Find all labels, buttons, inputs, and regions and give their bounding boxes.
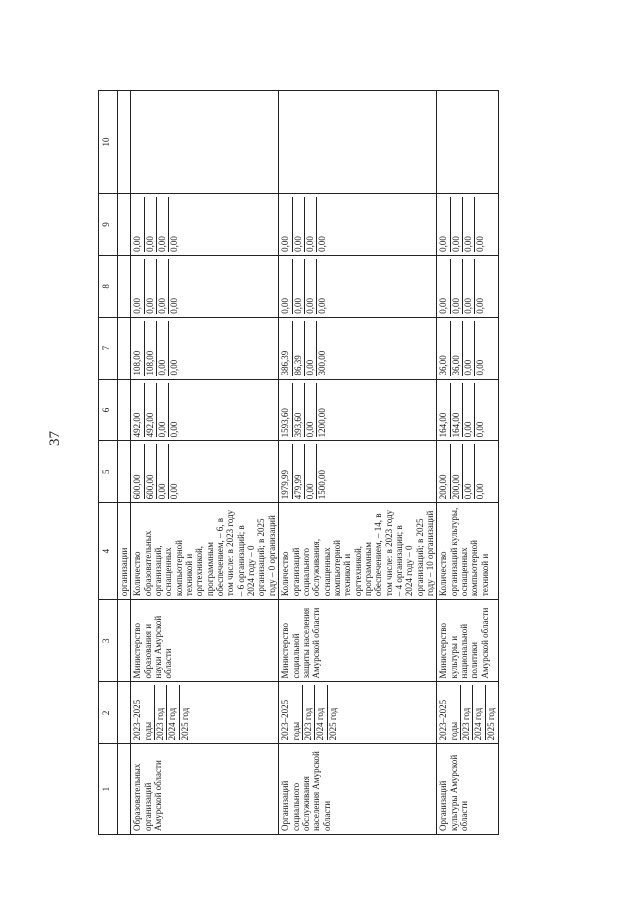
- col-header: 5: [99, 441, 118, 503]
- cell-value: 0,00: [462, 383, 474, 438]
- col-header: 6: [99, 379, 118, 441]
- budget-table-container: [98, 90, 518, 835]
- cell-value: 1200,00: [316, 383, 328, 438]
- cell-value: 86,39: [292, 321, 304, 376]
- cell-value: 2023 год: [154, 686, 166, 741]
- col-header: 1: [99, 744, 118, 835]
- cell-value: 108,00: [132, 350, 143, 376]
- continuation-text: организации: [118, 503, 131, 600]
- cell-value: 0,00: [168, 197, 180, 252]
- cell-value: 0,00: [474, 383, 486, 438]
- cell-value: 200,00: [438, 474, 449, 500]
- col-header: 2: [99, 682, 118, 744]
- table-row: [437, 91, 499, 835]
- cell-value: 0,00: [280, 297, 291, 314]
- cell-value: 0,00: [450, 197, 462, 252]
- cell-value: 200,00: [450, 444, 462, 499]
- indicator: Количество организаций социального обслуживания, оснащенных компьютерной техникой и оргтехникой, программным обеспечением, – 14, в том числе: в 2023 году – 4 организации; в 2024 году – 0 организаций; в 2025 году – 10 организаций: [279, 503, 437, 600]
- table-row: [131, 91, 279, 835]
- measure-name: Образовательных организаций Амурской области: [131, 744, 279, 835]
- executor: Министерство социальной защиты населения Амурской области: [279, 600, 437, 682]
- cell-value: 2023–2025 годы: [438, 699, 459, 741]
- amount-cell: [131, 194, 279, 256]
- cell-value: 0,00: [156, 197, 168, 252]
- cell-value: 2023–2025 годы: [280, 699, 301, 741]
- budget-table: [98, 90, 499, 835]
- col-header: 9: [99, 194, 118, 256]
- cell-value: 1593,60: [280, 408, 291, 438]
- cell-value: 0,00: [156, 259, 168, 314]
- cell-value: 0,00: [304, 197, 316, 252]
- cell-value: 0,00: [132, 236, 143, 252]
- amount-cell: [131, 441, 279, 503]
- cell-value: 0,00: [438, 236, 449, 252]
- cell-value: 0,00: [168, 444, 180, 499]
- period-cell: [437, 682, 499, 744]
- col-header: 4: [99, 503, 118, 600]
- period-cell: [279, 682, 437, 744]
- cell-value: 2024 год: [166, 686, 178, 741]
- cell-value: 0,00: [168, 383, 180, 438]
- amount-cell: [437, 317, 499, 379]
- cell-value: 0,00: [156, 444, 168, 499]
- cell-value: 2023–2025 годы: [132, 699, 153, 741]
- cell-value: 2025 год: [179, 686, 191, 741]
- indicator: Количество образовательных организаций, оснащенных компьютерной техникой и оргтехникой, программным обеспечением, – 6, в том числе: в 2023 году – 6 организаций; в 2024 году – 0 организаций; в 2025 году – 0 организаций: [131, 503, 279, 600]
- cell-value: 600,00: [132, 474, 143, 500]
- cell-value: 2024 год: [472, 686, 484, 741]
- cell-value: 108,00: [144, 321, 156, 376]
- cell-value: 0,00: [168, 259, 180, 314]
- amount-cell: [279, 379, 437, 441]
- cell-value: 164,00: [438, 412, 449, 438]
- cell-value: 0,00: [462, 444, 474, 499]
- amount-cell: [437, 194, 499, 256]
- cell-value: 0,00: [292, 259, 304, 314]
- amount-cell: [279, 317, 437, 379]
- cell-value: 2025 год: [327, 686, 339, 741]
- cell-value: 0,00: [156, 321, 168, 376]
- col-header: 10: [99, 91, 118, 194]
- amount-cell: [279, 194, 437, 256]
- measure-name: Организаций социального обслуживания населения Амурской области: [279, 744, 437, 835]
- amount-cell: [279, 441, 437, 503]
- measure-name: Организаций культуры Амурской области: [437, 744, 499, 835]
- cell-value: 2025 год: [485, 686, 497, 741]
- cell-value: 0,00: [156, 383, 168, 438]
- col-header: 3: [99, 600, 118, 682]
- result-cell: [279, 91, 437, 194]
- cell-value: 0,00: [304, 321, 316, 376]
- result-cell: [437, 91, 499, 194]
- header-row: [99, 91, 118, 835]
- cell-value: 0,00: [450, 259, 462, 314]
- cell-value: 479,99: [292, 444, 304, 499]
- executor: Министерство образования и науки Амурской области: [131, 600, 279, 682]
- cell-value: 0,00: [304, 259, 316, 314]
- cell-value: 0,00: [144, 259, 156, 314]
- cell-value: 2023 год: [302, 686, 314, 741]
- cell-value: 0,00: [462, 321, 474, 376]
- continuation-row: [118, 91, 131, 835]
- cell-value: 386,39: [280, 350, 291, 376]
- cell-value: 492,00: [132, 412, 143, 438]
- cell-value: 1500,00: [316, 444, 328, 499]
- period-cell: [131, 682, 279, 744]
- cell-value: 0,00: [280, 236, 291, 252]
- cell-value: 0,00: [304, 383, 316, 438]
- cell-value: 0,00: [474, 444, 486, 499]
- cell-value: 300,00: [316, 321, 328, 376]
- executor: Министерство культуры и национальной политики Амурской области: [437, 600, 499, 682]
- amount-cell: [131, 379, 279, 441]
- cell-value: 0,00: [144, 197, 156, 252]
- cell-value: 164,00: [450, 383, 462, 438]
- cell-value: 393,60: [292, 383, 304, 438]
- cell-value: 0,00: [316, 259, 328, 314]
- cell-value: 2023 год: [460, 686, 472, 741]
- cell-value: 36,00: [438, 355, 449, 376]
- cell-value: 0,00: [474, 321, 486, 376]
- table-row: [279, 91, 437, 835]
- amount-cell: [279, 255, 437, 317]
- amount-cell: [437, 255, 499, 317]
- cell-value: 0,00: [474, 197, 486, 252]
- indicator: Количество организаций культуры, оснащенных компьютерной техникой и: [437, 503, 499, 600]
- cell-value: 0,00: [474, 259, 486, 314]
- cell-value: 0,00: [462, 259, 474, 314]
- page-number: 37: [47, 431, 63, 446]
- cell-value: 0,00: [304, 444, 316, 499]
- amount-cell: [437, 441, 499, 503]
- cell-value: 2024 год: [314, 686, 326, 741]
- cell-value: 492,00: [144, 383, 156, 438]
- col-header: 7: [99, 317, 118, 379]
- cell-value: 0,00: [132, 297, 143, 314]
- col-header: 8: [99, 255, 118, 317]
- amount-cell: [437, 379, 499, 441]
- cell-value: 0,00: [316, 197, 328, 252]
- result-cell: [131, 91, 279, 194]
- amount-cell: [131, 317, 279, 379]
- cell-value: 0,00: [462, 197, 474, 252]
- cell-value: 1979,99: [280, 469, 291, 500]
- cell-value: 0,00: [168, 321, 180, 376]
- amount-cell: [131, 255, 279, 317]
- cell-value: 36,00: [450, 321, 462, 376]
- cell-value: 0,00: [438, 297, 449, 314]
- cell-value: 0,00: [292, 197, 304, 252]
- cell-value: 600,00: [144, 444, 156, 499]
